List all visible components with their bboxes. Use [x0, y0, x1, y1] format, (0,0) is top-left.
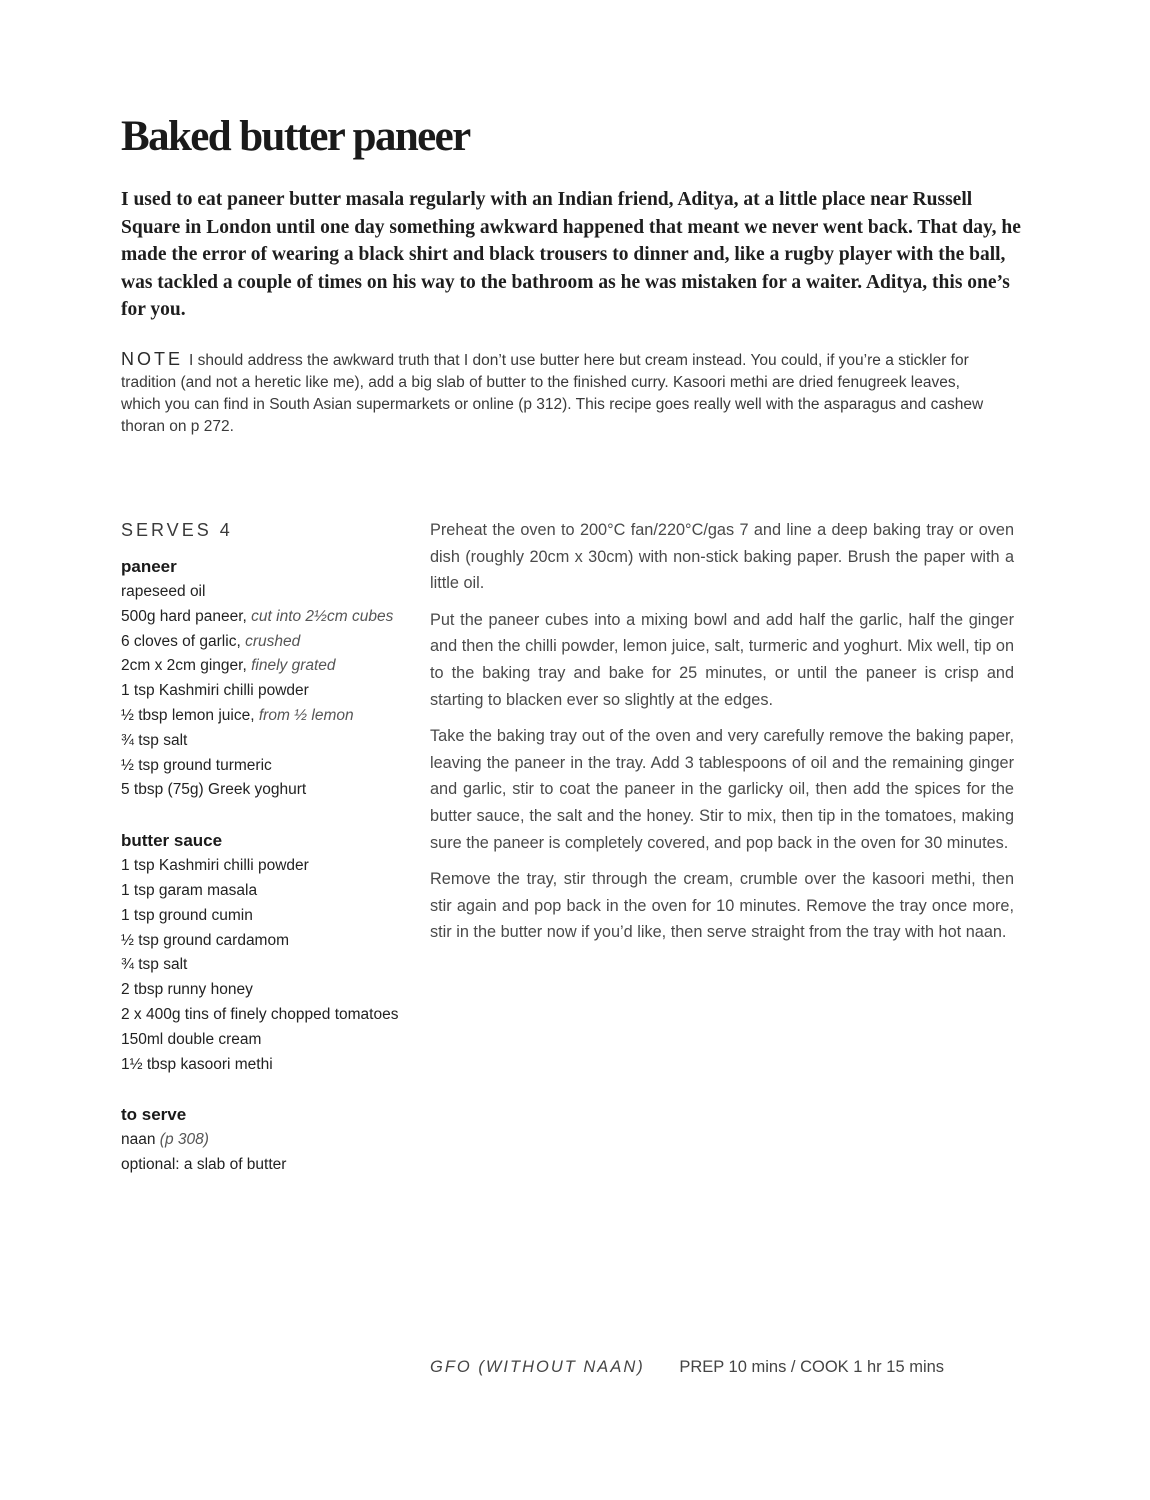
ingredient-main: ½ tbsp lemon juice,	[121, 706, 255, 724]
method-step: Remove the tray, stir through the cream, crumble over the kasoori methi, then stir again and pop back in the oven for 10 minutes. Remove the tray once more, stir in the butter now if you’d like, then serve straight from the tray with hot naan.	[430, 870, 1014, 942]
ingredient-item	[121, 630, 411, 655]
ingredient-item	[121, 605, 411, 630]
ingredient-item	[121, 580, 411, 605]
ingredient-item	[121, 1053, 411, 1078]
serves-label: SERVES 4	[121, 520, 233, 540]
method-step: Take the baking tray out of the oven and very carefully remove the baking paper, leaving the paneer in the tray. Add 3 tablespoons of oil and the remaining ginger and garlic, stir to coat the paneer in the garlicky oil, then add the spices for the butter sauce, the salt and the honey. Stir to mix, then tip in the tomatoes, making sure the paneer is completely covered, and pop back in the oven for 30 minutes.	[430, 727, 1014, 852]
ingredient-main: 1 tsp Kashmiri chilli powder	[121, 682, 309, 700]
ingredient-main: 2 x 400g tins of finely chopped tomatoes	[121, 1005, 399, 1023]
ingredient-main: 2cm x 2cm ginger,	[121, 657, 247, 675]
ingredient-item	[121, 854, 411, 879]
ingredient-groups	[121, 553, 411, 1178]
ingredient-main: ¾ tsp salt	[121, 956, 188, 974]
timing-label: PREP 10 mins / COOK 1 hr 15 mins	[679, 1358, 945, 1376]
ingredient-item	[121, 729, 411, 754]
ingredient-item	[121, 953, 411, 978]
ingredient-group	[121, 553, 411, 803]
ingredient-note: finely grated	[251, 657, 336, 675]
ingredient-main: 1 tsp Kashmiri chilli powder	[121, 857, 309, 875]
ingredient-main: 150ml double cream	[121, 1030, 262, 1048]
method-step: Put the paneer cubes into a mixing bowl and add half the garlic, half the ginger and then the chilli powder, lemon juice, salt, turmeric and yoghurt. Mix well, tip on to the baking tray and bake for 25 minutes, or until the paneer is crisp and starting to blacken ever so slightly at the edges.	[430, 610, 1014, 709]
ingredient-main: naan	[121, 1131, 156, 1149]
ingredient-item	[121, 978, 411, 1003]
ingredient-main: ½ tsp ground turmeric	[121, 756, 272, 774]
ingredient-item	[121, 778, 411, 803]
ingredient-item	[121, 904, 411, 929]
ingredient-item	[121, 1003, 411, 1028]
method-column	[430, 517, 1014, 956]
ingredient-main: 500g hard paneer,	[121, 607, 247, 625]
note-label: NOTE	[121, 349, 184, 369]
ingredient-item	[121, 1028, 411, 1053]
ingredient-main: rapeseed oil	[121, 583, 206, 600]
ingredients-column	[121, 515, 411, 1202]
ingredient-group-title: to serve	[121, 1105, 187, 1125]
ingredient-main: optional: a slab of butter	[121, 1156, 287, 1174]
ingredient-main: ¾ tsp salt	[121, 731, 188, 749]
ingredient-note: crushed	[245, 632, 301, 650]
recipe-intro: I used to eat paneer butter masala regularly with an Indian friend, Aditya, at a little place near Russell Square in London until one day something awkward happened that meant we never went back. That day, he made the error of wearing a black shirt and black trousers to dinner and, like a rugby player with the ball, was tackled a couple of times on his way to the bathroom as he was mistaken for a waiter. Aditya, this one’s for you.	[121, 189, 1021, 320]
ingredient-item	[121, 679, 411, 704]
ingredient-note: (p 308)	[159, 1131, 209, 1149]
recipe-title: Baked butter paneer	[121, 113, 470, 160]
ingredient-item	[121, 1128, 411, 1153]
ingredient-group-title: paneer	[121, 557, 177, 576]
ingredient-item	[121, 654, 411, 679]
ingredient-item	[121, 1153, 411, 1178]
ingredient-main: 2 tbsp runny honey	[121, 981, 253, 999]
recipe-footer	[430, 1358, 944, 1377]
ingredient-main: 5 tbsp (75g) Greek yoghurt	[121, 781, 307, 799]
ingredient-main: 1 tsp garam masala	[121, 881, 258, 899]
ingredient-group	[121, 1101, 411, 1178]
recipe-note	[121, 348, 1001, 438]
ingredient-main: 6 cloves of garlic,	[121, 632, 241, 650]
ingredient-main: ½ tsp ground cardamom	[121, 931, 290, 949]
ingredient-group	[121, 827, 411, 1077]
ingredient-main: 1 tsp ground cumin	[121, 906, 253, 924]
ingredient-item	[121, 704, 411, 729]
dietary-label: GFO (WITHOUT NAAN)	[430, 1358, 645, 1376]
ingredient-item	[121, 879, 411, 904]
ingredient-note: from ½ lemon	[258, 706, 354, 724]
ingredient-main: 1½ tbsp kasoori methi	[121, 1055, 273, 1073]
ingredient-item	[121, 929, 411, 954]
ingredient-note: cut into 2½cm cubes	[251, 607, 394, 625]
ingredient-group-title: butter sauce	[121, 831, 223, 851]
ingredient-item	[121, 754, 411, 779]
method-step: Preheat the oven to 200°C fan/220°C/gas 7 and line a deep baking tray or oven dish (roughly 20cm x 30cm) with non-stick baking paper. Brush the paper with a little oil.	[430, 521, 1014, 593]
note-text: I should address the awkward truth that I don’t use butter here but cream instead. You could, if you’re a stickler for tradition (and not a heretic like me), add a big slab of butter to the finished curry. Kasoori methi are dried fenugreek leaves, which you can find in South Asian supermarkets or online (p 312). This recipe goes really well with the asparagus and cashew thoran on p 272.	[121, 352, 984, 435]
